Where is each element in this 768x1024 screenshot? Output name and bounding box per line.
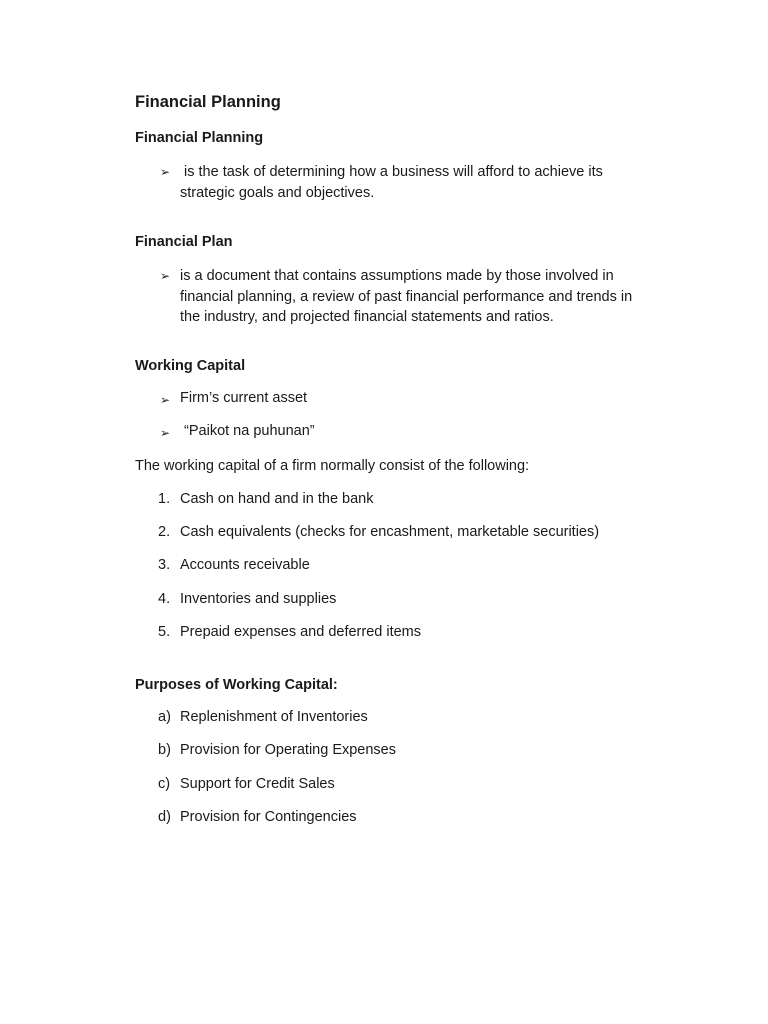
bullet-text: Firm’s current asset [180,390,308,406]
list-item: Replenishment of Inventories [180,709,368,725]
bullet-text-line: is a document that contains assumptions made by those involved in [180,268,614,284]
list-item: Cash equivalents (checks for encashment, marketable securities) [180,524,600,540]
document-title: Financial Planning [135,93,281,111]
list-item: Inventories and supplies [180,591,337,607]
list-marker: 3. [158,557,171,573]
bullet-arrow-icon: ➢ [160,269,171,283]
list-marker: 4. [158,591,171,607]
bullet-arrow-icon: ➢ [160,165,171,179]
list-marker: a) [158,709,171,725]
list-item: Provision for Operating Expenses [180,742,396,758]
heading-financial-plan: Financial Plan [135,234,233,250]
bullet-text-line: the industry, and projected financial statements and ratios. [180,309,554,325]
list-item: Support for Credit Sales [180,776,335,792]
bullet-text-line: strategic goals and objectives. [180,184,375,201]
bullet-text-line: is the task of determining how a business will afford to achieve its [180,164,603,180]
list-marker: 2. [158,524,171,540]
bullet-arrow-icon: ➢ [160,393,171,407]
heading-working-capital: Working Capital [135,358,246,374]
list-item: Provision for Contingencies [180,809,357,825]
bullet-text-line: financial planning, a review of past financial performance and trends in [180,288,633,305]
list-item: Prepaid expenses and deferred items [180,624,422,640]
list-item: Cash on hand and in the bank [180,491,374,507]
bullet-arrow-icon: ➢ [160,426,171,440]
heading-purposes-of-working-capital: Purposes of Working Capital: [135,677,338,693]
list-marker: d) [158,809,171,825]
list-marker: 1. [158,491,171,507]
heading-financial-planning: Financial Planning [135,130,264,146]
list-marker: 5. [158,624,171,640]
paragraph-intro: The working capital of a firm normally consist of the following: [135,458,530,474]
list-item: Accounts receivable [180,557,310,573]
bullet-text [180,162,603,203]
bullet-text: “Paikot na puhunan” [180,423,315,439]
list-marker: b) [158,742,171,758]
bullet-text [180,266,632,328]
list-marker: c) [158,776,171,792]
